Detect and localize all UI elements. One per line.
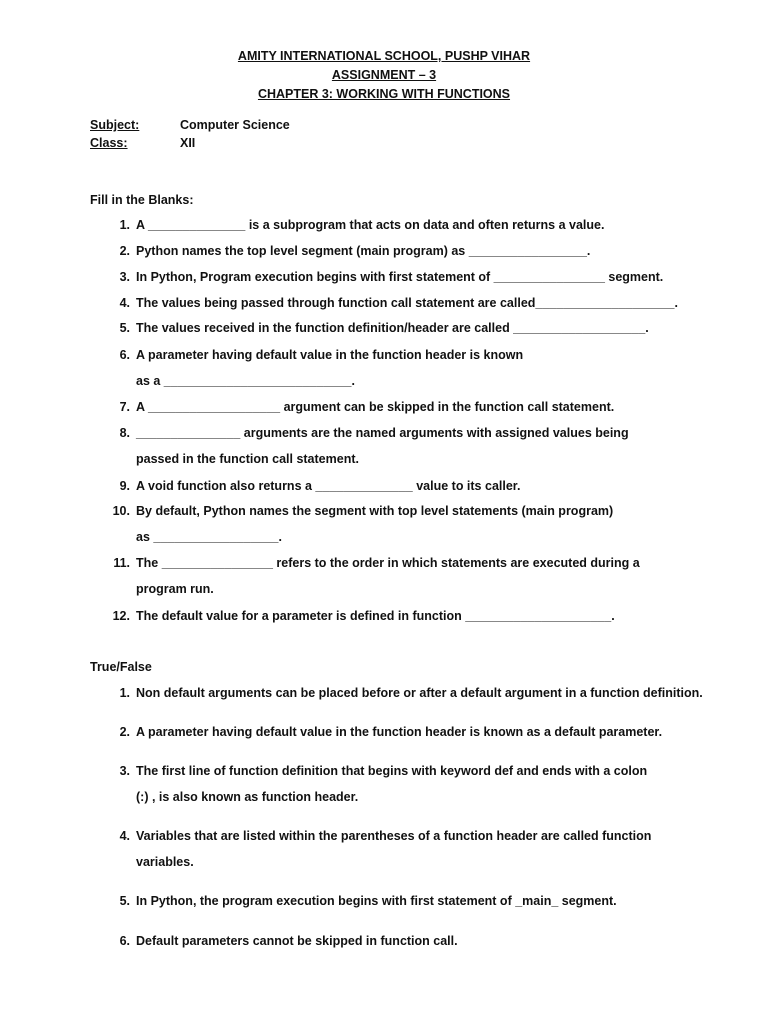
item-text: In Python, the program execution begins with first statement of _main_ segment.: [136, 894, 617, 908]
item-text: Python names the top level segment (main program) as _________________.: [136, 244, 591, 258]
item-number: 1.: [119, 686, 130, 700]
item-text: _______________ arguments are the named arguments with assigned values being passed in the function call statement.: [136, 426, 629, 466]
item-number: 6.: [119, 934, 130, 948]
item-number: 7.: [119, 400, 130, 414]
item-number: 9.: [119, 479, 130, 493]
item-number: 8.: [119, 426, 130, 440]
class-value: XII: [180, 136, 196, 150]
subject-class-info: [90, 116, 290, 152]
item-text: The values received in the function definition/header are called ___________________.: [136, 321, 649, 335]
subject-label: Subject:: [90, 118, 140, 132]
item-number: 12.: [112, 609, 130, 623]
item-text: Default parameters cannot be skipped in function call.: [136, 934, 458, 948]
item-text: The first line of function definition that begins with keyword def and ends with a colon (:) , is also known as function header.: [136, 764, 648, 804]
item-text: The ________________ refers to the order in which statements are executed during a program run.: [136, 556, 640, 596]
item-text: A ______________ is a subprogram that acts on data and often returns a value.: [136, 218, 605, 232]
document-header: [0, 47, 768, 104]
item-text: A parameter having default value in the function header is known as a default parameter.: [136, 725, 663, 739]
class-label: Class:: [90, 136, 128, 150]
item-text: By default, Python names the segment with top level statements (main program) as __________________.: [136, 504, 614, 544]
school-name: AMITY INTERNATIONAL SCHOOL, PUSHP VIHAR: [237, 49, 531, 63]
item-text: A void function also returns a ______________ value to its caller.: [136, 479, 521, 493]
item-number: 2.: [119, 725, 130, 739]
assignment-title: ASSIGNMENT – 3: [331, 68, 437, 82]
item-text: A parameter having default value in the function header is known as a ___________________________.: [136, 348, 524, 388]
item-text: In Python, Program execution begins with first statement of ________________ segment.: [136, 270, 664, 284]
class-row: [90, 134, 290, 152]
item-number: 1.: [119, 218, 130, 232]
item-text: The values being passed through function call statement are called____________________.: [136, 296, 678, 310]
chapter-title: CHAPTER 3: WORKING WITH FUNCTIONS: [257, 87, 511, 101]
item-number: 4.: [119, 296, 130, 310]
subject-row: [90, 116, 290, 134]
item-text: A ___________________ argument can be skipped in the function call statement.: [136, 400, 615, 414]
item-text: The default value for a parameter is defined in function _____________________.: [136, 609, 615, 623]
item-number: 11.: [113, 556, 130, 570]
item-text: Variables that are listed within the parentheses of a function header are called function variables.: [136, 829, 652, 869]
item-number: 5.: [119, 894, 130, 908]
item-number: 3.: [119, 270, 130, 284]
subject-value: Computer Science: [180, 118, 290, 132]
item-number: 4.: [119, 829, 130, 843]
fill-blanks-title: Fill in the Blanks:: [90, 193, 194, 207]
item-number: 2.: [119, 244, 130, 258]
true-false-title: True/False: [90, 660, 152, 674]
item-number: 6.: [119, 348, 130, 362]
item-number: 5.: [119, 321, 130, 335]
item-text: Non default arguments can be placed before or after a default argument in a function definition.: [136, 686, 703, 700]
item-number: 3.: [119, 764, 130, 778]
item-number: 10.: [112, 504, 130, 518]
